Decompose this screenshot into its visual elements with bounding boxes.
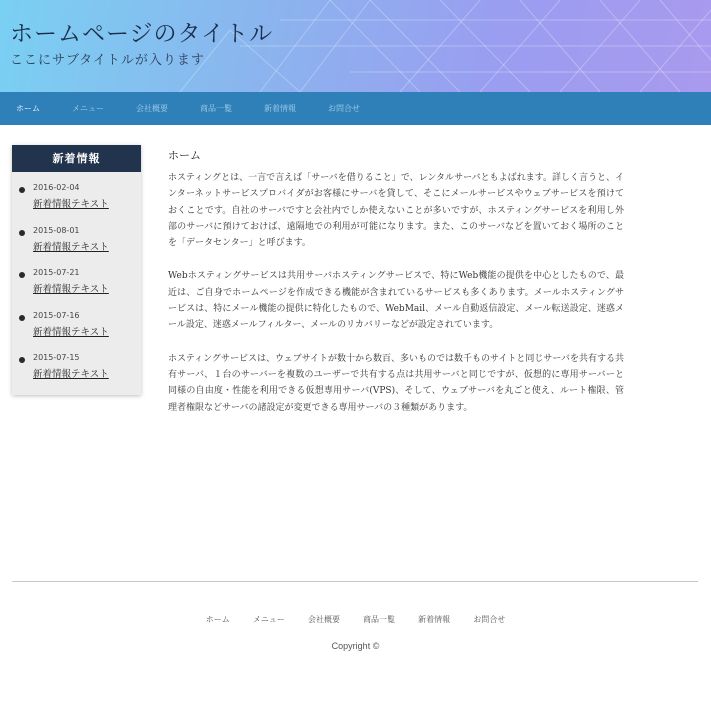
bullet-icon <box>19 187 25 193</box>
list-item <box>12 172 141 215</box>
footer-link-home[interactable]: ホーム <box>205 615 230 624</box>
copyright-text: Copyright © <box>331 641 380 651</box>
news-date: 2015-07-15 <box>33 353 80 363</box>
page-heading: ホーム <box>168 149 201 162</box>
news-link[interactable]: 新着情報テキスト <box>33 284 109 296</box>
footer-link-contact[interactable]: お問合せ <box>473 615 506 624</box>
site-title: ホームページのタイトル <box>10 21 274 47</box>
list-item <box>12 257 141 300</box>
bullet-icon <box>19 315 25 321</box>
list-item <box>12 215 141 258</box>
bullet-icon <box>19 357 25 363</box>
news-date: 2015-07-21 <box>33 268 80 278</box>
content-area <box>0 125 711 580</box>
nav-item-news[interactable]: 新着情報 <box>264 104 296 113</box>
site-header <box>0 0 711 92</box>
main-article <box>168 147 624 433</box>
nav-item-home[interactable]: ホーム <box>16 104 40 113</box>
list-item <box>12 342 141 385</box>
footer-nav <box>0 607 711 626</box>
bullet-icon <box>19 272 25 278</box>
news-list <box>12 172 141 385</box>
nav-item-contact[interactable]: お問合せ <box>328 104 360 113</box>
list-item <box>12 300 141 343</box>
news-date: 2015-08-01 <box>33 225 80 235</box>
footer-link-menu[interactable]: メニュー <box>252 615 285 624</box>
paragraph: ホスティングとは、一言で言えば「サーバを借りること」で、レンタルサーバともよばれます。詳しく言うと、インターネットサービスプロバイダがお客様にサーバを貸して、そこにメールサービスやウェブサービスを預けておくことです。自社のサーバですと会社内でしか使えないことが多いですが、ホスティングサービスを利用し外部のサーバに預けておけば、遠隔地での利用が可能になります。また、このサーバなどを置いておく場所のことを「データセンター」と呼びます。 <box>168 173 624 249</box>
main-nav <box>0 92 711 125</box>
news-sidebar <box>12 145 141 395</box>
news-link[interactable]: 新着情報テキスト <box>33 369 109 381</box>
nav-item-menu[interactable]: メニュー <box>72 104 104 113</box>
news-date: 2016-02-04 <box>33 183 80 192</box>
news-link[interactable]: 新着情報テキスト <box>33 199 109 210</box>
news-link[interactable]: 新着情報テキスト <box>33 326 109 338</box>
sidebar-heading: 新着情報 <box>12 145 141 172</box>
footer-link-products[interactable]: 商品一覧 <box>363 615 396 624</box>
site-subtitle: ここにサブタイトルが入ります <box>10 53 205 68</box>
nav-item-company[interactable]: 会社概要 <box>136 104 168 113</box>
footer-link-company[interactable]: 会社概要 <box>307 615 340 624</box>
news-date: 2015-07-16 <box>33 310 80 320</box>
nav-item-products[interactable]: 商品一覧 <box>200 104 232 113</box>
paragraph: Webホスティングサービスは共用サーバホスティングサービスで、特にWeb機能の提供を中心としたもので、最近は、ご自身でホームページを作成できる機能が含まれているサービスも多くあります。メールホスティングサービスは、特にメール機能の提供に特化したもので、WebMail、メール自動返信設定、メール転送設定、迷惑メール設定、迷惑メールフィルター、メールのリカバリーなどが設定されています。 <box>168 271 624 331</box>
paragraph: ホスティングサービスは、ウェブサイトが数十から数百、多いものでは数千ものサイトと同じサーバを共有する共有サーバ、１台のサーバーを複数のユーザーで共有する点は共用サーバと同じですが、仮想的に専用サーバーと同様の自由度・性能を利用できる仮想専用サーバ(VPS)、そして、ウェブサーバを丸ごと使え、ルート権限、管理者権限などサーバの諸設定が変更できる専用サーバの３種類があります。 <box>168 353 624 413</box>
news-link[interactable]: 新着情報テキスト <box>33 241 109 253</box>
footer-divider <box>12 581 698 582</box>
bullet-icon <box>19 230 25 236</box>
footer-link-news[interactable]: 新着情報 <box>418 615 451 624</box>
